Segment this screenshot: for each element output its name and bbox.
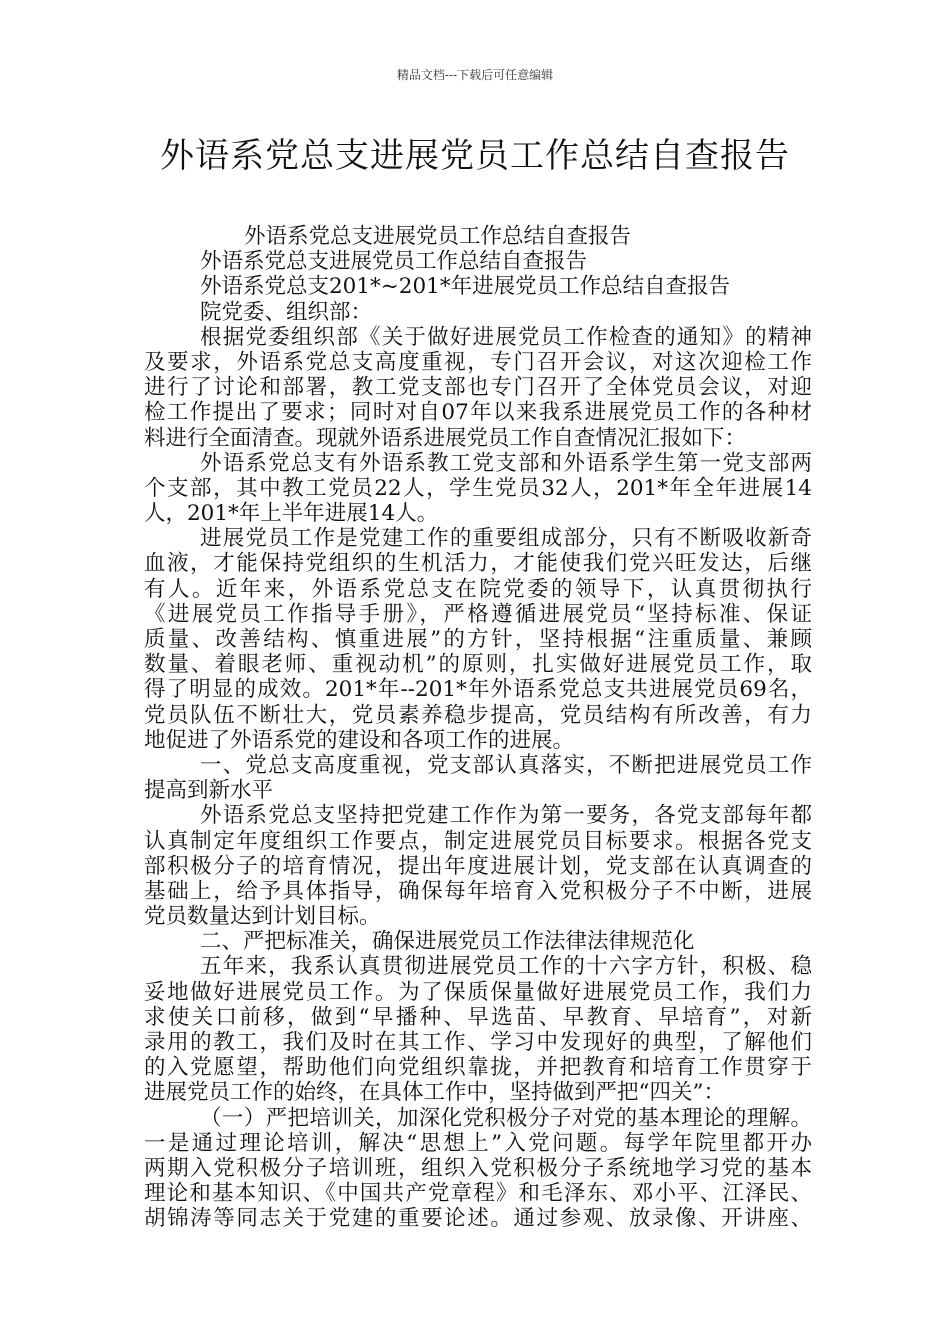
text-line: 两期入党积极分子培训班，组织入党积极分子系统地学习党的基本 xyxy=(144,1155,812,1181)
text-line: 外语系党总支有外语系教工党支部和外语系学生第一党支部两 xyxy=(200,450,812,476)
page-header: 精品文档---下载后可任意编辑 xyxy=(396,68,554,82)
text-line: 检工作提出了要求；同时对自07年以来我系进展党员工作的各种材 xyxy=(144,400,812,426)
text-line: 五年来，我系认真贯彻进展党员工作的十六字方针，积极、稳 xyxy=(200,954,812,980)
text-line: 进展党员工作的始终，在具体工作中，坚持做到严把“四关”： xyxy=(144,1080,725,1106)
text-line: 妥地做好进展党员工作。为了保质保量做好进展党员工作，我们力 xyxy=(144,979,812,1005)
text-line: 根据党委组织部《关于做好进展党员工作检查的通知》的精神 xyxy=(200,324,812,350)
text-line: 提高到新水平 xyxy=(144,778,274,804)
text-line: 个支部，其中教工党员22人，学生党员32人，201*年全年进展14 xyxy=(144,475,812,501)
text-line: 血液，才能保持党组织的生机活力，才能使我们党兴旺发达，后继 xyxy=(144,551,812,577)
text-line: 认真制定年度组织工作要点，制定进展党员目标要求。根据各党支 xyxy=(144,828,812,854)
text-line: 进展党员工作是党建工作的重要组成部分，只有不断吸收新奇 xyxy=(200,526,812,552)
text-line: 及要求，外语系党总支高度重视，专门召开会议，对这次迎检工作 xyxy=(144,349,812,375)
text-line: 一、党总支高度重视，党支部认真落实，不断把进展党员工作 xyxy=(200,752,812,778)
text-line: 数量、着眼老师、重视动机”的原则，扎实做好进展党员工作，取 xyxy=(144,652,812,678)
text-line: 院党委、组织部： xyxy=(200,299,373,325)
text-line: 基础上，给予具体指导，确保每年培育入党积极分子不中断，进展 xyxy=(144,878,812,904)
text-line: 外语系党总支进展党员工作总结自查报告 xyxy=(244,224,632,249)
text-line: 外语系党总支进展党员工作总结自查报告 xyxy=(200,249,588,275)
text-line: 外语系党总支201*~201*年进展党员工作总结自查报告 xyxy=(200,274,731,300)
text-line: 一是通过理论培训，解决“思想上”入党问题。每学年院里都开办 xyxy=(144,1130,812,1156)
text-line: 党员数量达到计划目标。 xyxy=(144,904,381,930)
text-line: 胡锦涛等同志关于党建的重要论述。通过参观、放录像、开讲座、 xyxy=(144,1206,812,1232)
text-line: 料进行全面清查。现就外语系进展党员工作自查情况汇报如下： xyxy=(144,425,747,451)
text-line: 地促进了外语系党的建设和各项工作的进展。 xyxy=(144,727,575,753)
text-line: 人，201*年上半年进展14人。 xyxy=(144,501,439,527)
text-line: 求使关口前移，做到“早播种、早选苗、早教育、早培育”，对新 xyxy=(144,1004,812,1030)
text-line: 二、严把标准关，确保进展党员工作法律法律规范化 xyxy=(200,929,695,955)
text-line: 录用的教工，我们及时在其工作、学习中发现好的典型，了解他们 xyxy=(144,1030,812,1055)
document-body xyxy=(144,224,812,1232)
text-line: 质量、改善结构、慎重进展”的方针，坚持根据“注重质量、兼顾 xyxy=(144,627,812,652)
text-line: （一）严把培训关，加深化党积极分子对党的基本理论的理解。 xyxy=(200,1105,812,1131)
text-line: 部积极分子的培育情况，提出年度进展计划，党支部在认真调查的 xyxy=(144,853,812,879)
text-line: 的入党愿望，帮助他们向党组织靠拢，并把教育和培育工作贯穿于 xyxy=(144,1055,812,1081)
document-title: 外语系党总支进展党员工作总结自查报告 xyxy=(160,136,790,176)
text-line: 党员队伍不断壮大，党员素养稳步提高，党员结构有所改善，有力 xyxy=(144,702,812,728)
text-line: 外语系党总支坚持把党建工作作为第一要务，各党支部每年都 xyxy=(200,803,812,829)
text-line: 《进展党员工作指导手册》，严格遵循进展党员“坚持标准、保证 xyxy=(144,601,812,627)
text-line: 进行了讨论和部署，教工党支部也专门召开了全体党员会议，对迎 xyxy=(144,375,812,401)
text-line: 理论和基本知识、《中国共产党章程》和毛泽东、邓小平、江泽民、 xyxy=(144,1181,812,1207)
text-line: 有人。近年来，外语系党总支在院党委的领导下，认真贯彻执行 xyxy=(144,576,812,602)
text-line: 得了明显的成效。201*年--201*年外语系党总支共进展党员69名， xyxy=(144,677,812,703)
